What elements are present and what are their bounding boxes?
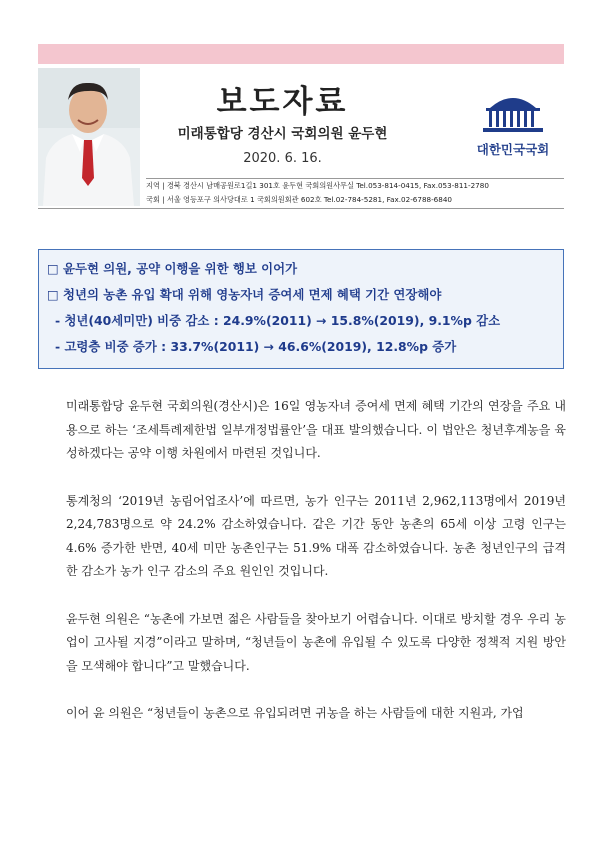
article-paragraph: 윤두현 의원은 “농촌에 가보면 젊은 사람들을 찾아보기 어렵습니다. 이대로 방치할 경우 우리 농업이 고사될 지경”이라고 말하며, “청년들이 농촌에 유입될 수 있도록 다양한 정책적 지원 방안을 모색해야 합니다”고 말했습니다. [66,611,566,673]
article-paragraph: 미래통합당 윤두현 국회의원(경산시)은 16일 영농자녀 증여세 면제 혜택 기간의 연장을 주요 내용으로 하는 ‘조세특례제한법 일부개정법률안’을 대표 발의했습니다. 이 법안은 청년후계농을 육성하겠다는 공약 이행 차원에서 마련된 것입니다. [66,399,566,460]
article-body [66,395,566,750]
lawmaker-subtitle: 미래통합당 경산시 국회의원 윤두현 [177,126,388,142]
contact-local-office: 지역 | 경북 경산시 남매공원로1길1 301호 윤두현 국회의원사무실 Tel.053-814-0415, Fax.053-811-2780 [146,181,489,190]
national-assembly-dome-icon [478,90,548,134]
summary-subitem: - 청년(40세미만) 비중 감소 : 24.9%(2011) → 15.8%(2019), 9.1%p 감소 [55,313,501,328]
contact-assembly-office: 국회 | 서울 영등포구 의사당대로 1 국회의원회관 602호 Tel.02-784-5281, Fax.02-6788-6840 [146,195,452,204]
header-accent-bar [38,44,564,64]
lawmaker-portrait [38,68,140,206]
summary-item: □ 윤두현 의원, 공약 이행을 위한 행보 이어가 [47,261,298,276]
summary-item: □ 청년의 농촌 유입 확대 위해 영농자녀 증여세 면제 혜택 기간 연장해야 [47,287,442,302]
page-title: 보도자료 [216,84,349,120]
contact-info [146,178,564,207]
summary-subitem: - 고령층 비중 증가 : 33.7%(2011) → 46.6%(2019), 12.8%p 증가 [55,339,457,354]
national-assembly-logo [468,90,558,158]
national-assembly-logo-text: 대한민국국회 [476,142,550,157]
article-paragraph: 이어 윤 의원은 “청년들이 농촌으로 유입되려면 귀농을 하는 사람들에 대한 지원과, 가업 [66,706,524,720]
article-paragraph: 통계청의 ‘2019년 농림어업조사’에 따르면, 농가 인구는 2011년 2,962,113명에서 2019년 2,24,783명으로 약 24.2% 감소하였습니다. 같은 기간 동안 농촌의 65세 이상 고령 인구는 4.6% 증가한 반면, 40세 미만 농촌인구는 51.9% 대폭 감소하였습니다. 농촌 청년인구의 급격한 감소가 농가 인구 감소의 주요 원인인 것입니다. [66,493,566,578]
summary-box [38,249,564,369]
release-date: 2020. 6. 16. [243,151,322,166]
